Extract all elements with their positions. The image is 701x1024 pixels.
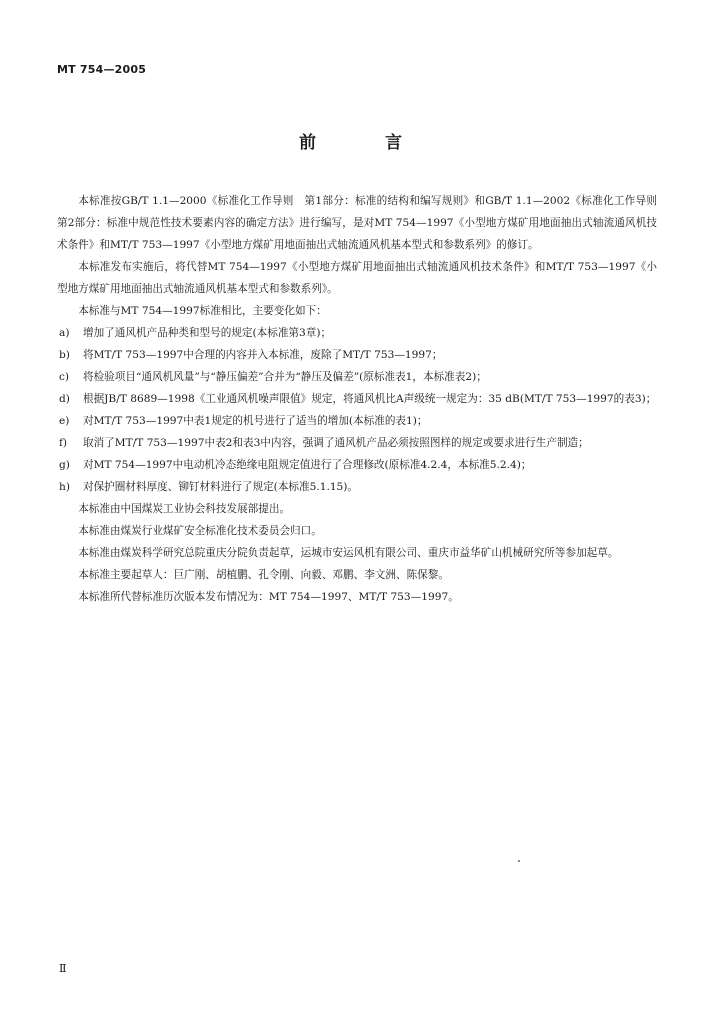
intro-paragraph: 本标准按GB/T 1.1—2000《标准化工作导则 第1部分：标准的结构和编写规则》和GB/T 1.1—2002《标准化工作导则 第2部分：标准中规范性技术要素内容的确定方法》进行编写，是对MT 754—1997《小型地方煤矿用地面抽出式轴流通风机技术条件》和MT/T 753—1997《小型地方煤矿用地面抽出式轴流通风机基本型式和参数系列》的修订。: [57, 195, 668, 251]
changes-list: [57, 322, 657, 498]
change-text: 对MT/T 753—1997中表1规定的机号进行了适当的增加(本标准的表1)；: [83, 415, 428, 427]
intro-paragraph: 本标准发布实施后，将代替MT 754—1997《小型地方煤矿用地面抽出式轴流通风机技术条件》和MT/T 753—1997《小型地方煤矿用地面抽出式轴流通风机基本型式和参数系列》。: [57, 261, 657, 295]
change-text: 将MT/T 753—1997中合理的内容并入本标准，废除了MT/T 753—1997；: [83, 349, 443, 361]
change-mark: g): [59, 459, 70, 471]
change-item: [57, 454, 657, 476]
change-text: 对保护圈材料厚度、铆钉材料进行了规定(本标准5.1.15)。: [83, 481, 359, 493]
change-text: 增加了通风机产品种类和型号的规定(本标准第3章)；: [83, 327, 332, 339]
standard-number: MT 754—2005: [57, 63, 147, 76]
closing-paragraph: 本标准主要起草人：巨广刚、胡植鹏、孔令刚、向毅、邓鹏、李文洲、陈保黎。: [78, 569, 449, 581]
closing-paragraph: 本标准由煤炭行业煤矿安全标准化技术委员会归口。: [78, 525, 322, 537]
intro-paragraph: 本标准与MT 754—1997标准相比，主要变化如下：: [78, 305, 327, 317]
scan-speck: [518, 860, 520, 862]
change-mark: b): [59, 349, 70, 361]
change-mark: d): [59, 393, 70, 405]
page-title-text: 前 言: [299, 133, 428, 153]
change-mark: f): [59, 437, 68, 449]
change-item: [57, 322, 657, 344]
change-item: [57, 476, 657, 498]
change-text: 取消了MT/T 753—1997中表2和表3中内容，强调了通风机产品必须按照图样的规定或要求进行生产制造；: [83, 437, 589, 449]
change-mark: h): [59, 481, 70, 493]
change-item: [57, 344, 657, 366]
closing-paragraph: 本标准由煤炭科学研究总院重庆分院负责起草，运城市安运风机有限公司、重庆市益华矿山机械研究所等参加起草。: [78, 547, 619, 559]
change-text: 根据JB/T 8689—1998《工业通风机噪声限值》规定，将通风机比A声级统一规定为：35 dB(MT/T 753—1997的表3)；: [83, 393, 657, 405]
change-item: [57, 366, 657, 388]
preface-body: [57, 190, 668, 608]
closing-paragraph: 本标准所代替标准历次版本发布情况为：MT 754—1997、MT/T 753—1997。: [78, 591, 459, 603]
change-mark: c): [59, 371, 70, 383]
closing-paragraph: 本标准由中国煤炭工业协会科技发展部提出。: [78, 503, 291, 515]
change-text: 对MT 754—1997中电动机冷态绝缘电阻规定值进行了合理修改(原标准4.2.4，本标准5.2.4)；: [83, 459, 532, 471]
change-mark: e): [59, 415, 70, 427]
page-title: [0, 128, 701, 153]
change-text: 将检验项目“通风机风量”与“静压偏差”合并为“静压及偏差”(原标准表1，本标准表2)；: [83, 371, 487, 383]
page-number: Ⅱ: [59, 962, 67, 975]
change-item: [57, 432, 657, 454]
change-item: [57, 410, 657, 432]
change-mark: a): [59, 327, 70, 339]
change-item: [57, 388, 657, 410]
